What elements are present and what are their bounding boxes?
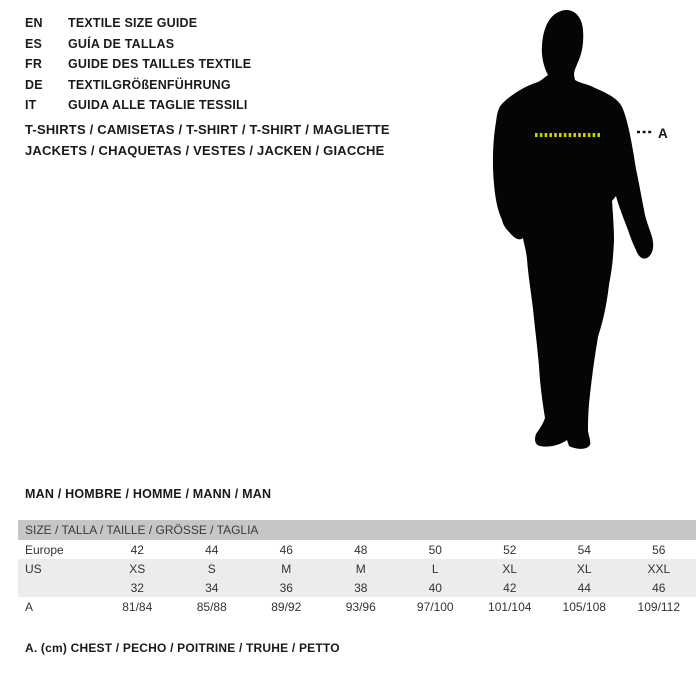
table-row-us <box>18 559 696 578</box>
section-title-man: MAN / HOMBRE / HOMME / MANN / MAN <box>25 487 272 501</box>
size-cell: 54 <box>577 542 591 557</box>
lang-title: GUIDE DES TAILLES TEXTILE <box>68 57 252 71</box>
lang-code: EN <box>25 16 43 30</box>
lang-title: TEXTILE SIZE GUIDE <box>68 16 198 30</box>
size-cell: 46 <box>622 578 697 597</box>
size-table <box>18 520 696 616</box>
size-cell: 40 <box>398 578 473 597</box>
size-cell: 97/100 <box>416 599 454 614</box>
size-cell: 109/112 <box>637 599 681 614</box>
size-cell: XL <box>547 559 622 578</box>
size-cell: 101/104 <box>488 599 532 614</box>
size-cell: 38 <box>324 578 399 597</box>
size-cell: 105/108 <box>562 599 606 614</box>
lang-code: FR <box>25 57 43 71</box>
lang-row-es <box>25 34 251 55</box>
man-silhouette-shape <box>493 10 653 449</box>
lang-code: IT <box>25 98 37 112</box>
size-cell: XXL <box>622 559 697 578</box>
size-cell: 42 <box>473 578 548 597</box>
row-label: Europe <box>25 542 64 557</box>
size-cell: L <box>398 559 473 578</box>
size-cell: M <box>249 559 324 578</box>
lang-row-de <box>25 75 251 96</box>
lang-title: GUÍA DE TALLAS <box>68 36 175 51</box>
language-title-list <box>25 13 251 116</box>
size-cell: 32 <box>100 578 175 597</box>
category-jackets: JACKETS / CHAQUETAS / VESTES / JACKEN / GIACCHE <box>25 143 385 158</box>
man-silhouette-figure <box>490 4 670 470</box>
size-cell: 56 <box>652 542 666 557</box>
lang-title: TEXTILGRÖßENFÜHRUNG <box>68 77 231 92</box>
size-cell: XL <box>473 559 548 578</box>
size-cell: XS <box>100 559 175 578</box>
size-cell: 93/96 <box>345 599 376 614</box>
size-cell: 44 <box>205 542 219 557</box>
size-cell: 89/92 <box>271 599 302 614</box>
table-row-chest <box>18 597 696 616</box>
row-label <box>18 578 100 597</box>
lang-title: GUIDA ALLE TAGLIE TESSILI <box>68 98 248 112</box>
measure-label-a: A <box>658 126 668 141</box>
table-row-numeric <box>18 578 696 597</box>
lang-row-en <box>25 13 251 34</box>
man-silhouette-svg <box>490 4 670 470</box>
size-cell: 44 <box>547 578 622 597</box>
size-cell: 34 <box>175 578 250 597</box>
lang-code: ES <box>25 36 43 51</box>
size-cell: S <box>175 559 250 578</box>
size-table-header-row <box>18 520 696 540</box>
size-cell: 52 <box>503 542 517 557</box>
size-cell: 48 <box>354 542 368 557</box>
size-cell: 85/88 <box>196 599 227 614</box>
table-row-europe <box>18 540 696 559</box>
size-cell: 50 <box>428 542 442 557</box>
garment-categories <box>25 119 390 161</box>
measurement-footnote: A. (cm) CHEST / PECHO / POITRINE / TRUHE / PETTO <box>25 641 340 655</box>
size-cell: 36 <box>249 578 324 597</box>
row-label: A <box>25 599 34 614</box>
size-cell: 42 <box>130 542 144 557</box>
size-cell: 46 <box>279 542 293 557</box>
size-cell: 81/84 <box>122 599 153 614</box>
lang-row-it <box>25 95 251 116</box>
category-tshirts: T-SHIRTS / CAMISETAS / T-SHIRT / T-SHIRT / MAGLIETTE <box>25 122 390 137</box>
row-label: US <box>18 559 100 578</box>
lang-row-fr <box>25 54 251 75</box>
size-table-header: SIZE / TALLA / TAILLE / GRÖSSE / TAGLIA <box>18 520 696 540</box>
lang-code: DE <box>25 77 43 92</box>
size-cell: M <box>324 559 399 578</box>
